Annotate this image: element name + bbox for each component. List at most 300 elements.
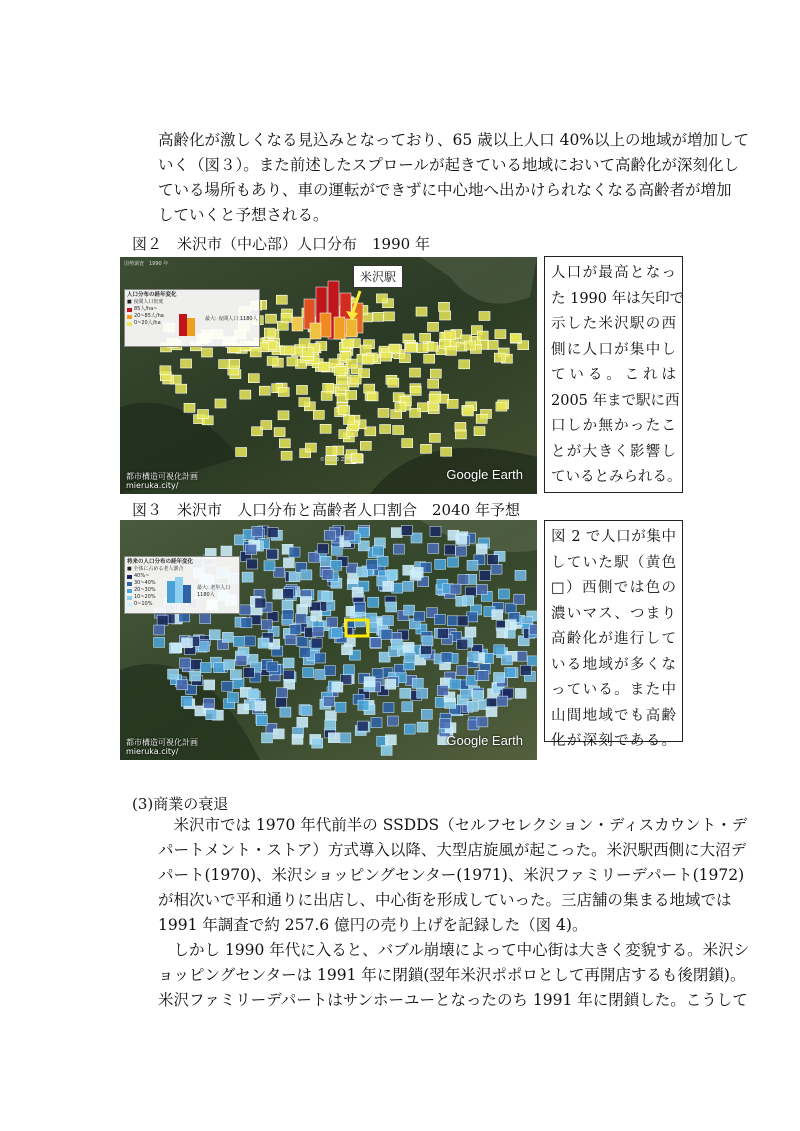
population-cell — [405, 343, 416, 352]
population-cell — [240, 390, 251, 399]
intro-paragraph — [158, 128, 750, 228]
figure3-brand — [126, 738, 198, 756]
population-cell — [284, 346, 295, 355]
elderly-ratio-cell — [505, 668, 516, 678]
elderly-ratio-cell — [430, 526, 441, 536]
elderly-ratio-cell — [370, 638, 381, 648]
elderly-ratio-cell — [335, 702, 346, 712]
elderly-ratio-cell — [177, 680, 188, 690]
elderly-ratio-cell — [412, 678, 423, 688]
legend-bar-graphic — [165, 573, 193, 605]
note-line: いる地域が多くな — [551, 656, 676, 673]
elderly-ratio-cell — [528, 656, 538, 666]
population-cell — [393, 426, 404, 435]
elderly-ratio-cell — [355, 602, 366, 612]
legend-note: 最大: 老年人口 1180人 — [197, 585, 231, 598]
population-cell — [462, 407, 473, 416]
note-line: ている。これは — [551, 367, 676, 383]
note-line: 図 2 で人口が集中 — [551, 529, 676, 545]
figure3-note — [544, 520, 683, 749]
elderly-ratio-cell — [230, 670, 241, 680]
elderly-ratio-cell — [467, 701, 478, 711]
elderly-ratio-cell — [214, 663, 225, 673]
population-cell — [250, 348, 261, 357]
population-cell — [474, 427, 485, 436]
note-line: 人口が最高となっ — [551, 265, 676, 281]
elderly-ratio-cell — [289, 547, 300, 557]
population-cell — [278, 411, 289, 420]
elderly-ratio-cell — [267, 549, 278, 559]
population-cell — [264, 328, 275, 337]
legend-title: 人口分布の経年変化 — [127, 292, 177, 298]
elderly-ratio-cell — [357, 721, 368, 731]
elderly-ratio-cell — [422, 636, 433, 646]
elderly-ratio-cell — [261, 620, 272, 630]
elderly-ratio-cell — [282, 600, 293, 610]
elderly-ratio-cell — [303, 668, 314, 678]
legend-item: 20~30% — [127, 587, 237, 594]
elderly-ratio-cell — [439, 719, 450, 729]
elderly-ratio-cell — [283, 589, 294, 599]
population-cell — [339, 406, 350, 415]
population-cell — [362, 355, 373, 364]
elderly-ratio-cell — [322, 570, 333, 580]
elderly-ratio-cell — [477, 717, 488, 727]
legend-item: 30~40% — [127, 580, 237, 587]
population-cell — [321, 391, 332, 400]
text-line: パート(1970)、米沢ショッピングセンター(1971)、米沢ファミリーデパート(1972) — [158, 866, 745, 884]
elderly-ratio-cell — [297, 637, 308, 647]
elderly-ratio-cell — [478, 671, 489, 681]
figure2-legend — [124, 289, 260, 347]
population-cell — [439, 302, 450, 311]
elderly-ratio-cell — [403, 581, 414, 591]
elderly-ratio-cell — [301, 706, 312, 716]
elderly-ratio-cell — [290, 625, 301, 635]
elderly-ratio-cell — [421, 709, 432, 719]
population-cell — [365, 427, 376, 436]
population-cell — [344, 415, 355, 424]
population-cell — [305, 443, 316, 452]
note-line: っている。また中 — [551, 682, 676, 698]
elderly-ratio-cell — [371, 718, 382, 728]
elderly-ratio-cell — [332, 682, 343, 692]
elderly-ratio-cell — [382, 616, 393, 626]
elderly-ratio-cell — [267, 528, 278, 538]
population-cell — [297, 385, 308, 394]
elderly-ratio-cell — [491, 564, 502, 574]
elderly-ratio-cell — [403, 642, 414, 652]
elderly-ratio-cell — [276, 697, 287, 707]
note-line: 高齢化が進行して — [551, 631, 676, 647]
elderly-ratio-cell — [297, 717, 308, 727]
elderly-ratio-cell — [262, 733, 273, 743]
population-cell — [281, 451, 292, 460]
text-line: が相次いで平和通りに出店し、中心街を形成していった。三店舗の集まる地域では — [158, 891, 732, 909]
population-cell — [495, 330, 506, 339]
legend-bar-graphic — [175, 308, 201, 338]
elderly-ratio-cell — [476, 585, 487, 595]
elderly-ratio-cell — [343, 665, 354, 675]
elderly-ratio-cell — [400, 688, 411, 698]
elderly-ratio-cell — [258, 638, 269, 648]
elderly-ratio-cell — [204, 698, 215, 708]
elderly-ratio-cell — [326, 617, 337, 627]
elderly-ratio-cell — [417, 722, 428, 732]
station-label: 米沢駅 — [353, 265, 403, 288]
elderly-ratio-cell — [456, 546, 467, 556]
population-cell — [350, 375, 361, 384]
elderly-ratio-cell — [154, 625, 165, 635]
population-cell — [441, 447, 452, 456]
elderly-ratio-cell — [324, 666, 335, 676]
elderly-ratio-cell — [222, 681, 233, 691]
elderly-ratio-cell — [323, 696, 334, 706]
elderly-ratio-cell — [282, 610, 293, 620]
elderly-ratio-cell — [501, 655, 512, 665]
population-cell — [378, 408, 389, 417]
population-tower — [334, 317, 345, 339]
population-cell — [424, 354, 435, 363]
elderly-ratio-cell — [497, 696, 508, 706]
population-cell — [259, 386, 270, 395]
population-cell — [430, 369, 441, 378]
elderly-ratio-cell — [331, 628, 342, 638]
population-cell — [421, 444, 432, 453]
elderly-ratio-cell — [494, 673, 505, 683]
elderly-ratio-cell — [387, 716, 398, 726]
elderly-ratio-cell — [301, 570, 312, 580]
elderly-ratio-cell — [221, 546, 232, 556]
note-line: していた駅（黄色 — [551, 554, 676, 571]
elderly-ratio-cell — [236, 655, 247, 665]
elderly-ratio-cell — [404, 724, 415, 734]
elderly-ratio-cell — [280, 707, 291, 717]
elderly-ratio-cell — [354, 617, 365, 627]
elderly-ratio-cell — [256, 716, 267, 726]
elderly-ratio-cell — [168, 669, 179, 679]
elderly-ratio-cell — [181, 696, 192, 706]
population-cell — [373, 312, 384, 321]
population-cell — [181, 359, 192, 368]
elderly-ratio-cell — [468, 652, 479, 662]
elderly-ratio-cell — [516, 651, 527, 661]
elderly-ratio-cell — [264, 561, 275, 571]
population-cell — [410, 368, 421, 377]
elderly-ratio-cell — [444, 545, 455, 555]
elderly-ratio-cell — [322, 591, 333, 601]
population-tower — [310, 323, 321, 339]
elderly-ratio-cell — [385, 735, 396, 745]
elderly-ratio-cell — [515, 570, 526, 580]
elderly-ratio-cell — [492, 610, 503, 620]
elderly-ratio-cell — [246, 544, 257, 554]
elderly-ratio-cell — [324, 530, 335, 540]
legend-subtitle: ■ 全体に占める老人割合 — [127, 566, 184, 572]
elderly-ratio-cell — [472, 691, 483, 701]
note-line: □）西側では色の — [551, 580, 676, 596]
commerce-paragraph-1 — [158, 813, 748, 938]
population-cell — [302, 348, 313, 357]
elderly-ratio-cell — [200, 614, 211, 624]
population-cell — [320, 424, 331, 433]
elderly-ratio-cell — [296, 614, 307, 624]
text-line: いく（図３）。また前述したスプロールが起きている地域において高齢化が深刻化し — [158, 156, 739, 174]
elderly-ratio-cell — [357, 567, 368, 577]
elderly-ratio-cell — [289, 572, 300, 582]
population-cell — [429, 433, 440, 442]
text-line: 1991 年調査で約 257.6 億円の売り上げを記録した（図 4)。 — [158, 916, 588, 934]
population-cell — [323, 383, 334, 392]
elderly-ratio-cell — [224, 660, 235, 670]
population-cell — [215, 399, 226, 408]
elderly-ratio-cell — [244, 636, 255, 646]
population-cell — [202, 348, 213, 357]
population-cell — [428, 322, 439, 331]
population-cell — [384, 312, 395, 321]
elderly-ratio-cell — [331, 560, 342, 570]
population-cell — [380, 425, 391, 434]
elderly-ratio-cell — [344, 531, 355, 541]
elderly-ratio-cell — [273, 589, 284, 599]
elderly-ratio-cell — [391, 528, 402, 538]
elderly-ratio-cell — [242, 572, 253, 582]
elderly-ratio-cell — [383, 581, 394, 591]
figure2-map — [120, 257, 537, 494]
population-cell — [281, 313, 292, 322]
population-cell — [274, 428, 285, 437]
elderly-ratio-cell — [300, 597, 311, 607]
legend-item: 40%~ — [127, 573, 237, 580]
elderly-ratio-cell — [325, 720, 336, 730]
elderly-ratio-cell — [437, 686, 448, 696]
figure3-legend — [124, 556, 240, 614]
population-cell — [334, 366, 345, 375]
elderly-ratio-cell — [328, 733, 339, 743]
elderly-ratio-cell — [182, 638, 193, 648]
elderly-ratio-cell — [228, 693, 239, 703]
figure2-caption: 図２ 米沢市（中心部）人口分布 1990 年 — [132, 235, 430, 253]
elderly-ratio-cell — [402, 702, 413, 712]
population-cell — [410, 408, 421, 417]
legend-item: 0~20人/ha — [127, 320, 257, 327]
elderly-ratio-cell — [412, 567, 423, 577]
elderly-ratio-cell — [465, 627, 476, 637]
elderly-ratio-cell — [209, 630, 220, 640]
elderly-ratio-cell — [448, 557, 459, 567]
elderly-ratio-cell — [486, 707, 497, 717]
elderly-ratio-cell — [233, 636, 244, 646]
elderly-ratio-cell — [450, 584, 461, 594]
elderly-ratio-cell — [457, 639, 468, 649]
population-cell — [445, 346, 456, 355]
text-line: 米沢ファミリーデパートはサンホーユーとなったのち 1991 年に閉鎖した。こうして — [158, 991, 748, 1009]
elderly-ratio-cell — [190, 671, 201, 681]
elderly-ratio-cell — [404, 605, 415, 615]
population-cell — [487, 340, 498, 349]
elderly-ratio-cell — [198, 642, 209, 652]
figure2-note — [544, 256, 683, 493]
brand-name: 都市構造可視化計画 — [126, 472, 198, 481]
elderly-ratio-cell — [404, 653, 415, 663]
population-cell — [261, 421, 272, 430]
elderly-ratio-cell — [377, 556, 388, 566]
population-cell — [395, 403, 406, 412]
population-cell — [336, 375, 347, 384]
elderly-ratio-cell — [222, 632, 233, 642]
elderly-ratio-cell — [255, 701, 266, 711]
text-line: 高齢化が激しくなる見込みとなっており、65 歳以上人口 40%以上の地域が増加して — [158, 131, 750, 149]
population-cell — [496, 402, 507, 411]
population-cell — [447, 399, 458, 408]
population-cell — [400, 354, 411, 363]
elderly-ratio-cell — [417, 688, 428, 698]
elderly-ratio-cell — [255, 598, 266, 608]
elderly-ratio-cell — [479, 571, 490, 581]
elderly-ratio-cell — [381, 629, 392, 639]
note-line: 口しか無かったこ — [551, 418, 676, 434]
population-cell — [160, 366, 171, 375]
population-cell — [388, 378, 399, 387]
elderly-ratio-cell — [368, 597, 379, 607]
elderly-ratio-cell — [457, 666, 468, 676]
population-cell — [428, 379, 439, 388]
population-cell — [198, 410, 209, 419]
elderly-ratio-cell — [352, 587, 363, 597]
population-cell — [346, 391, 357, 400]
population-cell — [444, 331, 455, 340]
legend-title: 将来の人口分布の経年変化 — [127, 559, 194, 565]
elderly-ratio-cell — [283, 670, 294, 680]
elderly-ratio-cell — [247, 689, 258, 699]
google-earth-logo: Google Earth — [446, 467, 523, 482]
elderly-ratio-cell — [441, 652, 452, 662]
population-cell — [266, 314, 277, 323]
figure2-copyright: © 2016 ZENRIN — [320, 457, 360, 463]
text-line: パートメント・ストア）方式導入以降、大型店旋風が起こった。米沢駅西側に大沼デ — [158, 841, 747, 859]
elderly-ratio-cell — [285, 635, 296, 645]
elderly-ratio-cell — [494, 645, 505, 655]
population-cell — [287, 357, 298, 366]
population-cell — [248, 374, 259, 383]
elderly-ratio-cell — [238, 704, 249, 714]
population-cell — [420, 333, 431, 342]
elderly-ratio-cell — [317, 544, 328, 554]
elderly-ratio-cell — [401, 525, 412, 535]
elderly-ratio-cell — [243, 668, 254, 678]
population-cell — [459, 360, 470, 369]
population-cell — [276, 295, 287, 304]
commerce-paragraph-2 — [158, 938, 750, 1013]
elderly-ratio-cell — [515, 688, 526, 698]
elderly-ratio-cell — [247, 559, 258, 569]
elderly-ratio-cell — [204, 680, 215, 690]
elderly-ratio-cell — [367, 560, 378, 570]
population-cell — [176, 384, 187, 393]
population-cell — [267, 357, 278, 366]
population-cell — [219, 360, 230, 369]
population-cell — [360, 441, 371, 450]
note-line: 化が深刻である。 — [551, 733, 676, 749]
brand-url: mieruka.city/ — [126, 481, 179, 490]
legend-item: 20~85人/ha — [127, 313, 257, 320]
elderly-ratio-cell — [391, 639, 402, 649]
elderly-ratio-cell — [505, 603, 516, 613]
elderly-ratio-cell — [411, 533, 422, 543]
population-cell — [402, 439, 413, 448]
brand-url: mieruka.city/ — [126, 747, 179, 756]
elderly-ratio-cell — [300, 647, 311, 657]
population-cell — [455, 430, 466, 439]
population-cell — [381, 352, 392, 361]
population-cell — [479, 312, 490, 321]
elderly-ratio-cell — [386, 602, 397, 612]
section-heading: (3)商業の衰退 — [132, 795, 229, 813]
population-cell — [410, 386, 421, 395]
population-cell — [440, 311, 451, 320]
population-tower — [320, 313, 331, 337]
elderly-ratio-cell — [267, 662, 278, 672]
population-cell — [319, 362, 330, 371]
population-cell — [416, 307, 427, 316]
elderly-ratio-cell — [497, 628, 508, 638]
elderly-ratio-cell — [435, 559, 446, 569]
elderly-ratio-cell — [171, 643, 182, 653]
elderly-ratio-cell — [252, 527, 263, 537]
legend-item: 10~20% — [127, 594, 237, 601]
population-cell — [477, 331, 488, 340]
elderly-ratio-cell — [530, 625, 538, 635]
elderly-ratio-cell — [340, 733, 351, 743]
elderly-ratio-cell — [393, 544, 404, 554]
elderly-ratio-cell — [476, 544, 487, 554]
elderly-ratio-cell — [414, 612, 425, 622]
elderly-ratio-cell — [342, 645, 353, 655]
population-cell — [510, 333, 521, 342]
elderly-ratio-cell — [283, 658, 294, 668]
elderly-ratio-cell — [311, 638, 322, 648]
elderly-ratio-cell — [458, 575, 469, 585]
elderly-ratio-cell — [381, 745, 392, 755]
elderly-ratio-cell — [241, 618, 252, 628]
elderly-ratio-cell — [385, 679, 396, 689]
population-cell — [364, 384, 375, 393]
text-line: していくと予想される。 — [158, 206, 329, 224]
legend-item: 0~10% — [127, 601, 237, 608]
elderly-ratio-cell — [276, 688, 287, 698]
elderly-ratio-cell — [312, 738, 323, 748]
elderly-ratio-cell — [373, 546, 384, 556]
elderly-ratio-cell — [467, 560, 478, 570]
population-cell — [343, 339, 354, 348]
elderly-ratio-cell — [457, 616, 468, 626]
figure3-caption: 図３ 米沢市 人口分布と高齢者人口割合 2040 年予想 — [132, 501, 520, 519]
population-cell — [389, 344, 400, 353]
population-cell — [278, 388, 289, 397]
note-line: た 1990 年は矢印で — [551, 290, 685, 307]
elderly-ratio-cell — [311, 611, 322, 621]
elderly-ratio-cell — [320, 556, 331, 566]
elderly-ratio-cell — [383, 703, 394, 713]
population-cell — [465, 341, 476, 350]
elderly-ratio-cell — [447, 616, 458, 626]
note-line: ているとみられる。 — [551, 469, 682, 485]
elderly-ratio-cell — [358, 700, 369, 710]
elderly-ratio-cell — [274, 567, 285, 577]
population-cell — [299, 398, 310, 407]
note-line: 示した米沢駅の西 — [551, 316, 676, 332]
elderly-ratio-cell — [498, 589, 509, 599]
